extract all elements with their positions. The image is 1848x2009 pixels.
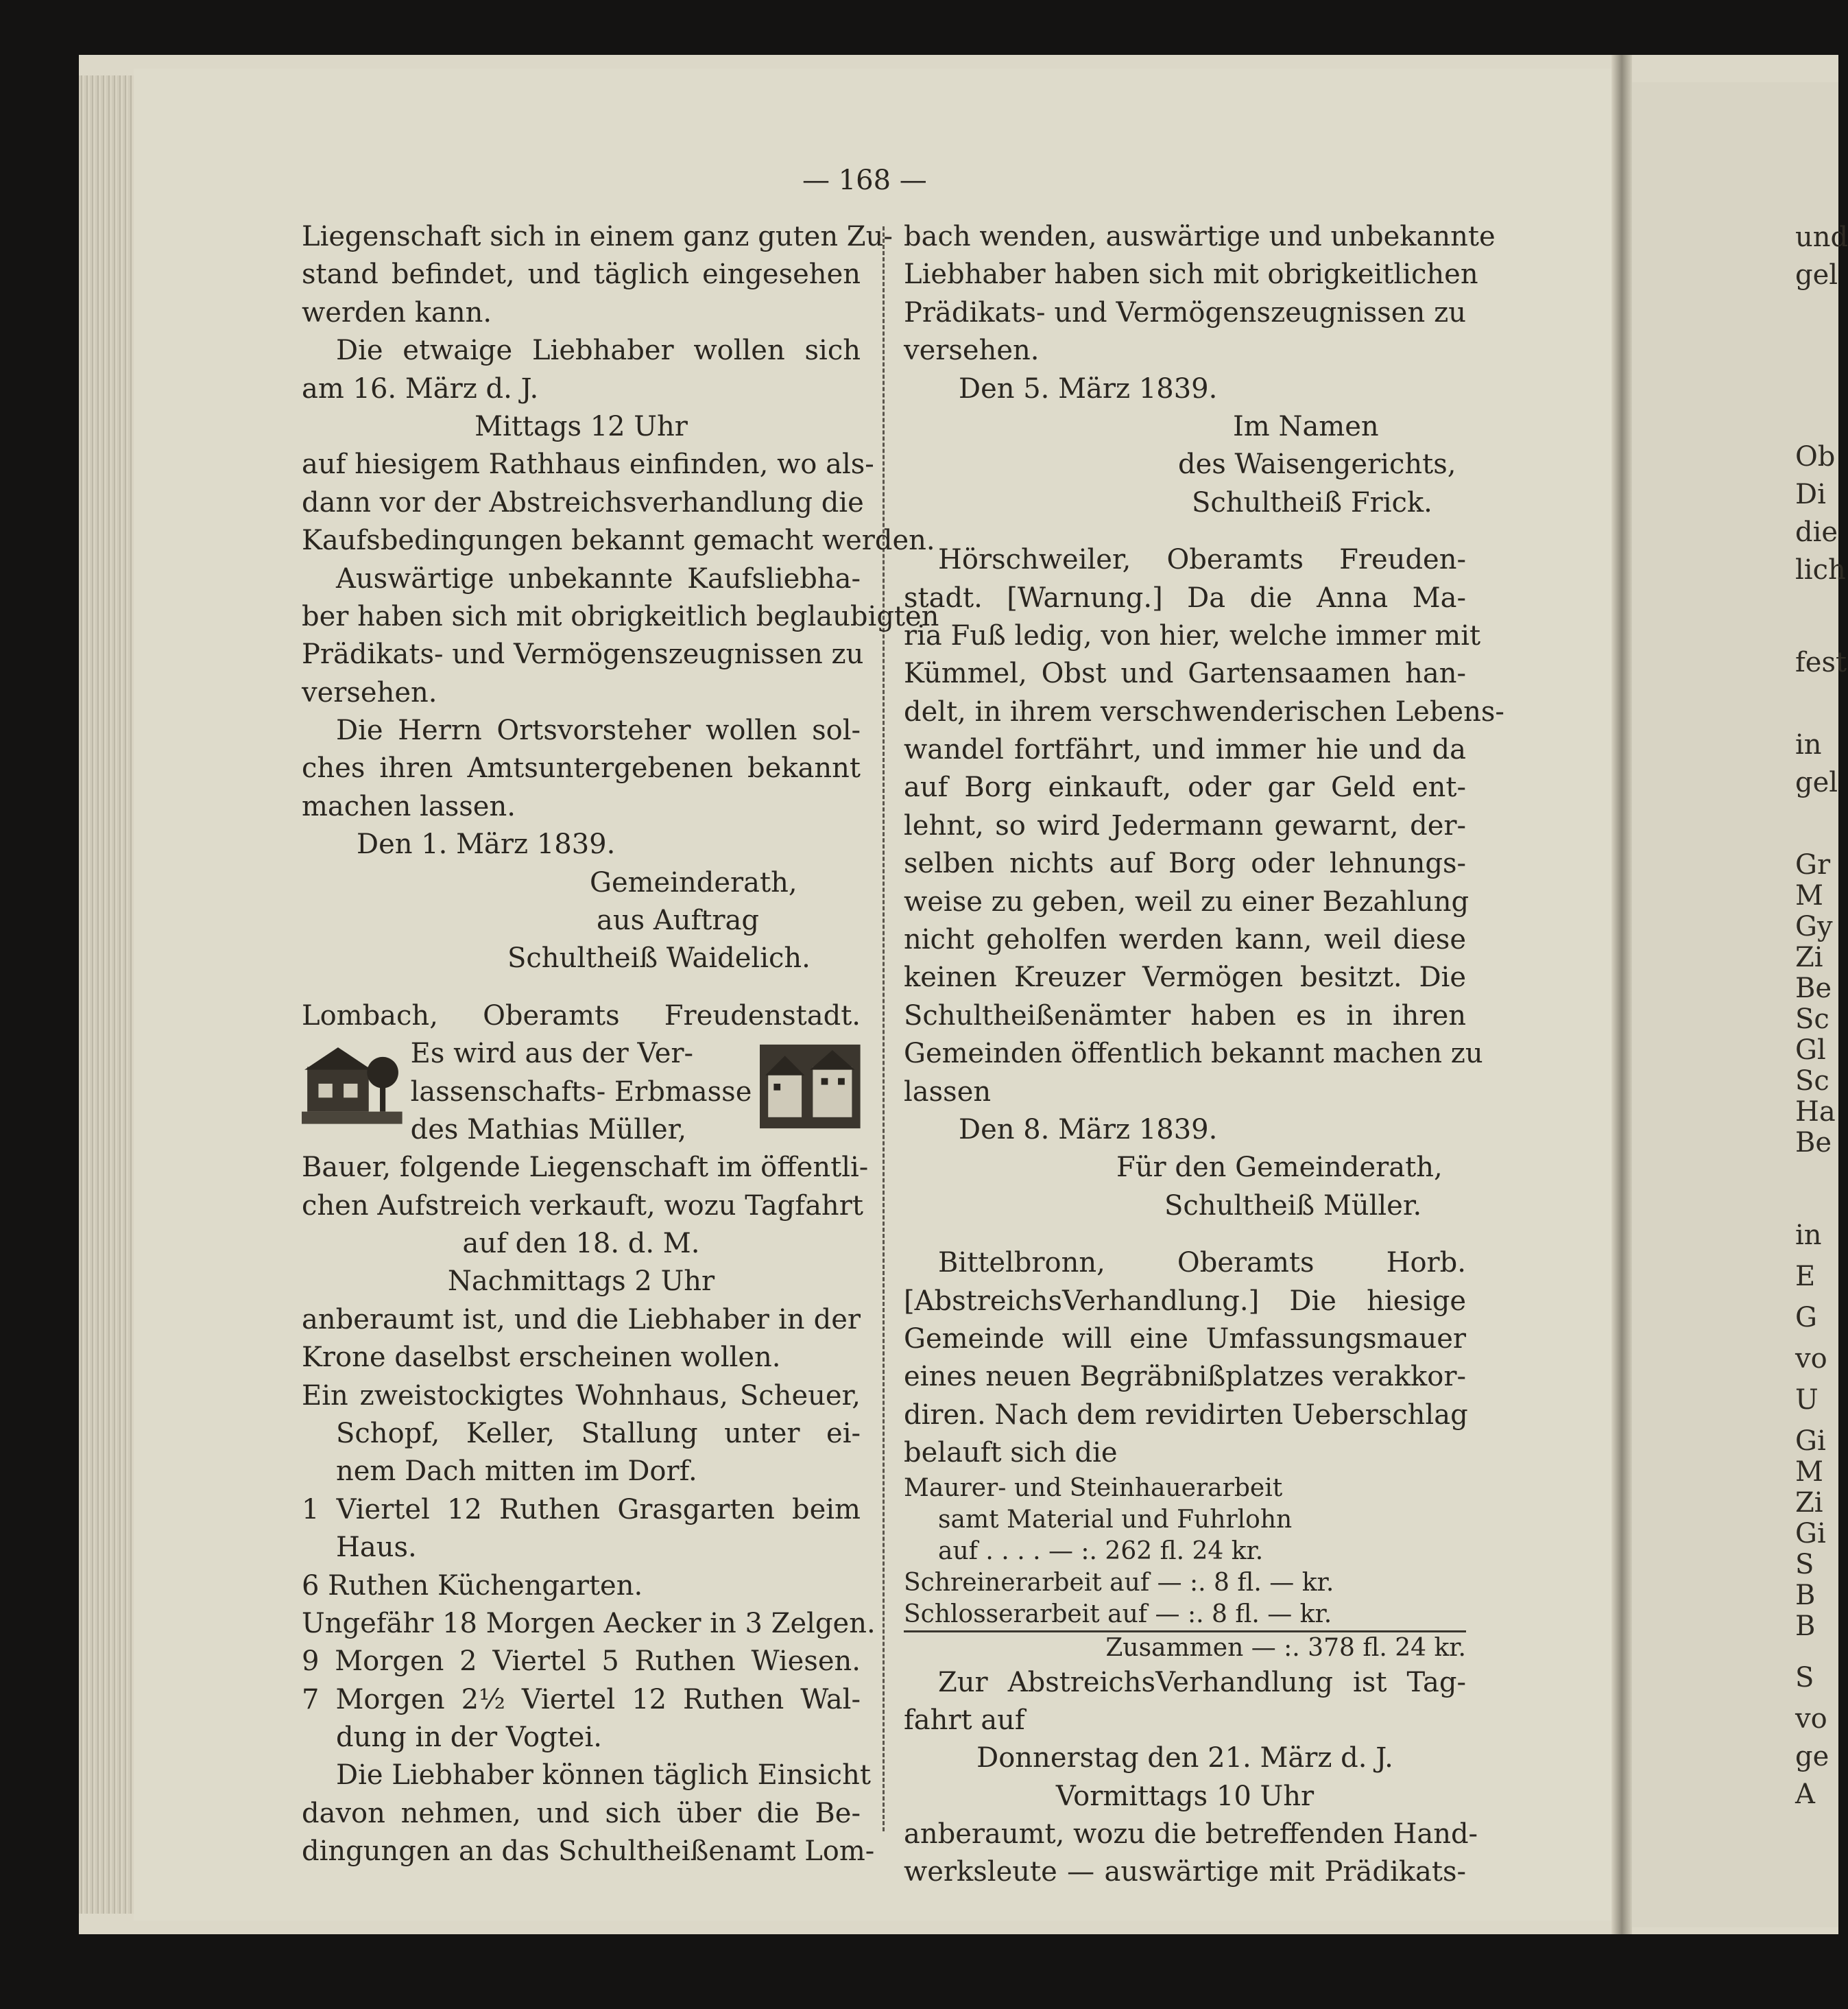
- fragment-text: M: [1795, 1456, 1823, 1488]
- column-divider: [883, 226, 887, 1831]
- table-row: Maurer- und Steinhauerarbeit: [904, 1473, 1283, 1502]
- date-line: Den 5. März 1839.: [959, 372, 1218, 405]
- text-line: selben nichts auf Borg oder lehnungs-: [904, 848, 1466, 880]
- fragment-text: vo: [1795, 1343, 1827, 1375]
- fragment-text: gel: [1795, 259, 1838, 291]
- text-line: eines neuen Begräbnißplatzes verakkor-: [904, 1361, 1466, 1393]
- notice-heading: Lombach, Oberamts Freudenstadt.: [302, 999, 861, 1032]
- fragment-text: A: [1795, 1779, 1815, 1810]
- fragment-text: B: [1795, 1610, 1816, 1642]
- fragment-text: fest: [1795, 647, 1847, 678]
- text-line: anberaumt ist, und die Liebhaber in der: [302, 1303, 861, 1335]
- text-line: dingungen an das Schultheißenamt Lom-: [302, 1835, 875, 1868]
- fragment-text: vo: [1795, 1703, 1827, 1735]
- text-line: auf hiesigem Rathhaus einfinden, wo als-: [302, 449, 874, 481]
- list-item: 1 Viertel 12 Ruthen Grasgarten beim: [302, 1493, 861, 1525]
- text-line: ber haben sich mit obrigkeitlich beglaubigten: [302, 600, 939, 632]
- fragment-text: lich: [1795, 554, 1846, 586]
- text-line: Es wird aus der Ver-: [410, 1038, 694, 1070]
- fragment-text: Gi: [1795, 1518, 1826, 1549]
- list-item: 7 Morgen 2½ Viertel 12 Ruthen Wal-: [302, 1683, 861, 1715]
- date-line: Den 8. März 1839.: [959, 1113, 1218, 1145]
- text-line: Bauer, folgende Liegenschaft im öffentli-: [302, 1152, 869, 1184]
- text-line: ria Fuß ledig, von hier, welche immer mit: [904, 619, 1481, 652]
- text-line: bach wenden, auswärtige und unbekannte: [904, 221, 1496, 252]
- table-total: Zusammen — :. 378 fl. 24 kr.: [904, 1630, 1466, 1664]
- fragment-text: E: [1795, 1261, 1816, 1292]
- fragment-text: G: [1795, 1302, 1817, 1333]
- text-line: belauft sich die: [904, 1437, 1118, 1469]
- text-line: Nachmittags 2 Uhr: [447, 1265, 715, 1298]
- page-edges: [79, 75, 134, 1914]
- notice-heading: Bittelbronn, Oberamts Horb.: [938, 1247, 1466, 1279]
- date-line: Den 1. März 1839.: [357, 829, 616, 861]
- fragment-text: Zi: [1795, 942, 1823, 973]
- text-line: nicht geholfen werden kann, weil diese: [904, 924, 1466, 956]
- left-column: [302, 218, 939, 1871]
- fragment-text: Ob: [1795, 441, 1836, 473]
- text-line: Kümmel, Obst und Gartensaamen han-: [904, 658, 1466, 690]
- page-number: — 168 —: [802, 165, 927, 196]
- text-line: anberaumt, wozu die betreffenden Hand-: [904, 1818, 1478, 1851]
- notice-heading: Hörschweiler, Oberamts Freuden-: [938, 544, 1466, 576]
- text-line: des Mathias Müller,: [410, 1113, 687, 1145]
- vignette-row: [302, 1035, 861, 1149]
- text-line: ches ihren Amtsuntergebenen bekannt: [302, 752, 861, 785]
- list-item: nem Dach mitten im Dorf.: [336, 1455, 697, 1488]
- list-item: 6 Ruthen Küchengarten.: [302, 1569, 643, 1602]
- fragment-text: und: [1795, 222, 1848, 253]
- fragment-text: Ha: [1795, 1096, 1836, 1128]
- text-line: Die Liebhaber können täglich Einsicht: [336, 1759, 871, 1792]
- list-item: Haus.: [336, 1532, 417, 1564]
- text-line: werden kann.: [302, 296, 492, 329]
- fragment-text: Zi: [1795, 1487, 1823, 1519]
- signature-line: Gemeinderath,: [590, 866, 797, 899]
- signature-line: Schultheiß Müller.: [1164, 1189, 1422, 1222]
- fragment-text: S: [1795, 1662, 1814, 1693]
- text-line: Zur AbstreichsVerhandlung ist Tag-: [938, 1666, 1466, 1698]
- fragment-text: Gy: [1795, 911, 1833, 942]
- fragment-text: B: [1795, 1580, 1816, 1611]
- list-item: dung in der Vogtei.: [336, 1722, 602, 1754]
- text-line: auf Borg einkauft, oder gar Geld ent-: [904, 772, 1466, 804]
- signature-line: Schultheiß Waidelich.: [507, 942, 811, 975]
- text-line: Gemeinde will eine Umfassungsmauer: [904, 1322, 1466, 1355]
- fragment-text: Sc: [1795, 1065, 1829, 1097]
- text-line: Donnerstag den 21. März d. J.: [976, 1742, 1393, 1774]
- fragment-text: ge: [1795, 1741, 1829, 1772]
- right-column: [904, 218, 1504, 1892]
- fragment-text: Gr: [1795, 849, 1831, 881]
- text-line: Gemeinden öffentlich bekannt machen zu: [904, 1038, 1483, 1070]
- text-line: stadt. [Warnung.] Da die Anna Ma-: [904, 582, 1466, 614]
- list-item: 9 Morgen 2 Viertel 5 Ruthen Wiesen.: [302, 1645, 861, 1678]
- text-line: delt, in ihrem verschwenderischen Lebens-: [904, 696, 1504, 728]
- text-line: werksleute — auswärtige mit Prädikats-: [904, 1856, 1466, 1888]
- text-line: Mittags 12 Uhr: [475, 410, 688, 442]
- fragment-text: S: [1795, 1549, 1814, 1580]
- text-line: Liebhaber haben sich mit obrigkeitlichen: [904, 259, 1478, 291]
- fragment-text: in: [1795, 1220, 1822, 1251]
- text-line: Die Herrn Ortsvorsteher wollen sol-: [336, 715, 861, 747]
- text-line: auf den 18. d. M.: [462, 1227, 700, 1259]
- fragment-text: Be: [1795, 1127, 1832, 1158]
- text-line: fahrt auf: [904, 1704, 1025, 1736]
- text-line: dann vor der Abstreichsverhandlung die: [302, 486, 864, 519]
- fragment-text: Gi: [1795, 1425, 1826, 1457]
- text-line: Kaufsbedingungen bekannt gemacht werden.: [302, 525, 935, 557]
- text-line: Prädikats- und Vermögenszeugnissen zu: [302, 639, 864, 671]
- list-item: Ungefähr 18 Morgen Aecker in 3 Zelgen.: [302, 1607, 876, 1639]
- text-line: Schultheißenämter haben es in ihren: [904, 999, 1466, 1032]
- text-line: keinen Kreuzer Vermögen besitzt. Die: [904, 962, 1466, 994]
- signature-line: Im Namen: [1233, 410, 1379, 442]
- text-line: Krone daselbst erscheinen wollen.: [302, 1342, 781, 1374]
- table-row: auf . . . . — :. 262 fl. 24 kr.: [938, 1536, 1264, 1565]
- village-vignette-icon: [760, 1035, 861, 1138]
- fragment-text: U: [1795, 1384, 1819, 1416]
- fragment-text: Sc: [1795, 1003, 1829, 1035]
- fragment-text: in: [1795, 729, 1822, 761]
- signature-line: Für den Gemeinderath,: [1116, 1152, 1443, 1184]
- signature-line: des Waisengerichts,: [1178, 449, 1456, 481]
- text-line: lassen: [904, 1075, 992, 1108]
- table-row: Schlosserarbeit auf — :. 8 fl. — kr.: [904, 1600, 1332, 1628]
- text-line: Prädikats- und Vermögenszeugnissen zu: [904, 296, 1466, 329]
- text-line: lehnt, so wird Jedermann gewarnt, der-: [904, 809, 1466, 842]
- fragment-text: Gl: [1795, 1034, 1826, 1066]
- list-item: Schopf, Keller, Stallung unter ei-: [336, 1417, 861, 1449]
- house-vignette-icon: [302, 1035, 403, 1138]
- text-line: [AbstreichsVerhandlung.] Die hiesige: [904, 1285, 1466, 1317]
- text-line: Auswärtige unbekannte Kaufsliebha-: [336, 562, 861, 595]
- list-item: Ein zweistockigtes Wohnhaus, Scheuer,: [302, 1379, 861, 1412]
- text-line: versehen.: [904, 335, 1040, 367]
- text-line: chen Aufstreich verkauft, wozu Tagfahrt: [302, 1189, 863, 1222]
- signature-line: Schultheiß Frick.: [1192, 486, 1432, 519]
- text-line: Vormittags 10 Uhr: [1055, 1780, 1315, 1812]
- fragment-text: Di: [1795, 479, 1826, 510]
- text-line: davon nehmen, und sich über die Be-: [302, 1797, 861, 1829]
- text-line: wandel fortfährt, und immer hie und da: [904, 734, 1466, 766]
- table-row: samt Material und Fuhrlohn: [938, 1505, 1293, 1534]
- fragment-text: Be: [1795, 973, 1832, 1004]
- fragment-text: gel: [1795, 767, 1838, 798]
- text-line: weise zu geben, weil zu einer Bezahlung: [904, 885, 1469, 918]
- text-line: machen lassen.: [302, 790, 516, 822]
- text-line: Liegenschaft sich in einem ganz guten Zu-: [302, 221, 893, 252]
- text-line: am 16. März d. J.: [302, 372, 539, 405]
- book-spine: [1611, 55, 1632, 1934]
- text-line: stand befindet, und täglich eingesehen: [302, 259, 861, 291]
- text-line: Die etwaige Liebhaber wollen sich: [336, 335, 861, 367]
- fragment-text: M: [1795, 880, 1823, 912]
- text-line: versehen.: [302, 676, 437, 709]
- text-line: diren. Nach dem revidirten Ueberschlag: [904, 1399, 1468, 1431]
- signature-line: aus Auftrag: [597, 905, 759, 937]
- text-line: lassenschafts- Erbmasse: [410, 1075, 752, 1108]
- cost-table: [904, 1473, 1466, 1664]
- fragment-text: die: [1795, 516, 1838, 548]
- table-row: Schreinerarbeit auf — :. 8 fl. — kr.: [904, 1568, 1334, 1597]
